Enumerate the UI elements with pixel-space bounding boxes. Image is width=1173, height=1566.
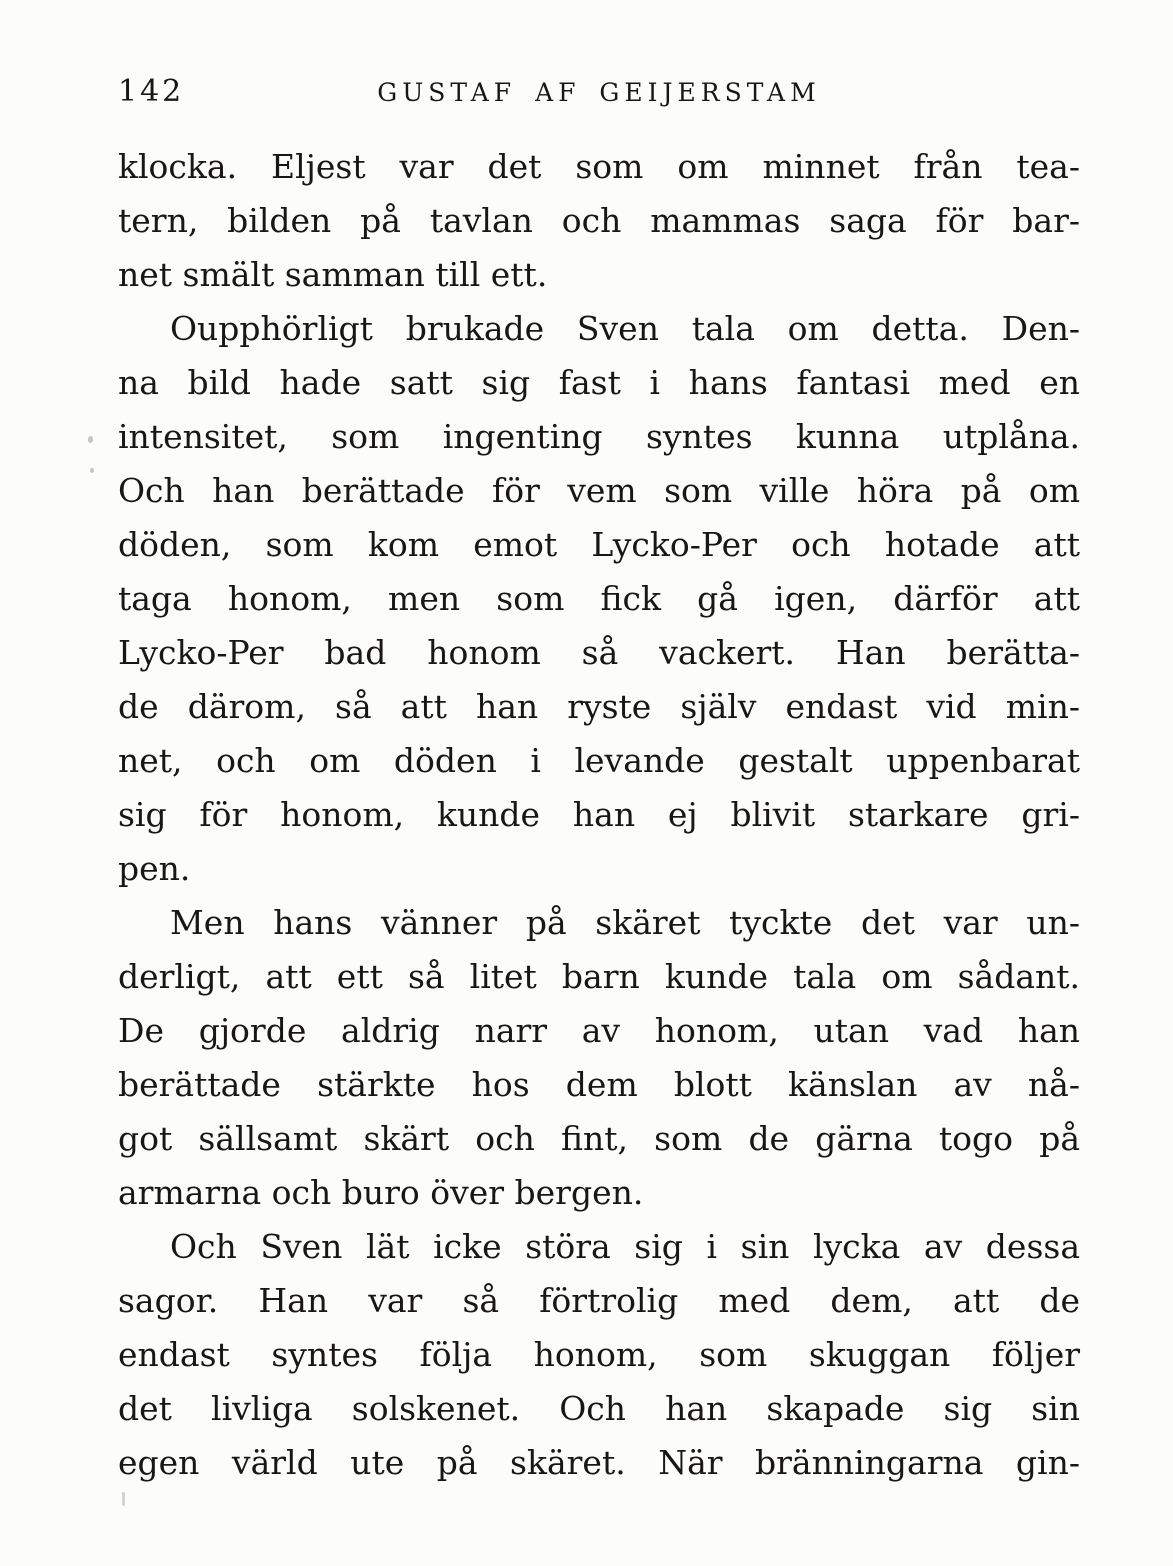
text-line: endast syntes följa honom, som skuggan följer [118, 1335, 1080, 1374]
text-line: net smält samman till ett. [118, 255, 548, 294]
text-line: derligt, att ett så litet barn kunde tala om sådant. [118, 957, 1080, 996]
page-number: 142 [118, 74, 185, 109]
running-header: GUSTAF AF GEIJERSTAM [377, 78, 821, 107]
text-line: Och han berättade för vem som ville höra på om [118, 471, 1080, 510]
text-line: sig för honom, kunde han ej blivit starkare gri- [118, 795, 1080, 834]
scan-artifact [90, 468, 94, 473]
text-line: net, och om döden i levande gestalt uppenbarat [118, 741, 1080, 780]
text-line: Oupphörligt brukade Sven tala om detta. Den- [170, 309, 1080, 348]
text-line: Men hans vänner på skäret tyckte det var un- [170, 903, 1080, 942]
text-line: got sällsamt skärt och fint, som de gärna togo på [118, 1119, 1080, 1158]
text-line: sagor. Han var så förtrolig med dem, att de [118, 1281, 1080, 1320]
paragraph [118, 140, 1080, 302]
page-header [118, 70, 1080, 114]
scan-artifact [88, 436, 93, 443]
text-line: De gjorde aldrig narr av honom, utan vad han [118, 1011, 1080, 1050]
text-line: tern, bilden på tavlan och mammas saga för bar- [118, 201, 1080, 240]
paragraph [118, 896, 1080, 1220]
text-line: klocka. Eljest var det som om minnet från tea- [118, 147, 1080, 186]
paragraph [118, 302, 1080, 896]
scan-artifact [122, 1492, 125, 1506]
text-line: Och Sven lät icke störa sig i sin lycka av dessa [170, 1227, 1080, 1266]
text-line: Lycko-Per bad honom så vackert. Han berätta- [118, 633, 1080, 672]
text-line: döden, som kom emot Lycko-Per och hotade att [118, 525, 1080, 564]
text-line: berättade stärkte hos dem blott känslan av nå- [118, 1065, 1080, 1104]
text-line: pen. [118, 849, 191, 888]
text-line: armarna och buro över bergen. [118, 1173, 644, 1212]
text-line: taga honom, men som fick gå igen, därför att [118, 579, 1080, 618]
text-line: det livliga solskenet. Och han skapade sig sin [118, 1389, 1080, 1428]
text-line: intensitet, som ingenting syntes kunna utplåna. [118, 417, 1080, 456]
text-line: egen värld ute på skäret. När bränningarna gin- [118, 1443, 1080, 1482]
paragraph [118, 1220, 1080, 1490]
text-line: de därom, så att han ryste själv endast vid min- [118, 687, 1080, 726]
text-block [118, 140, 1080, 1490]
text-line: na bild hade satt sig fast i hans fantasi med en [118, 363, 1080, 402]
